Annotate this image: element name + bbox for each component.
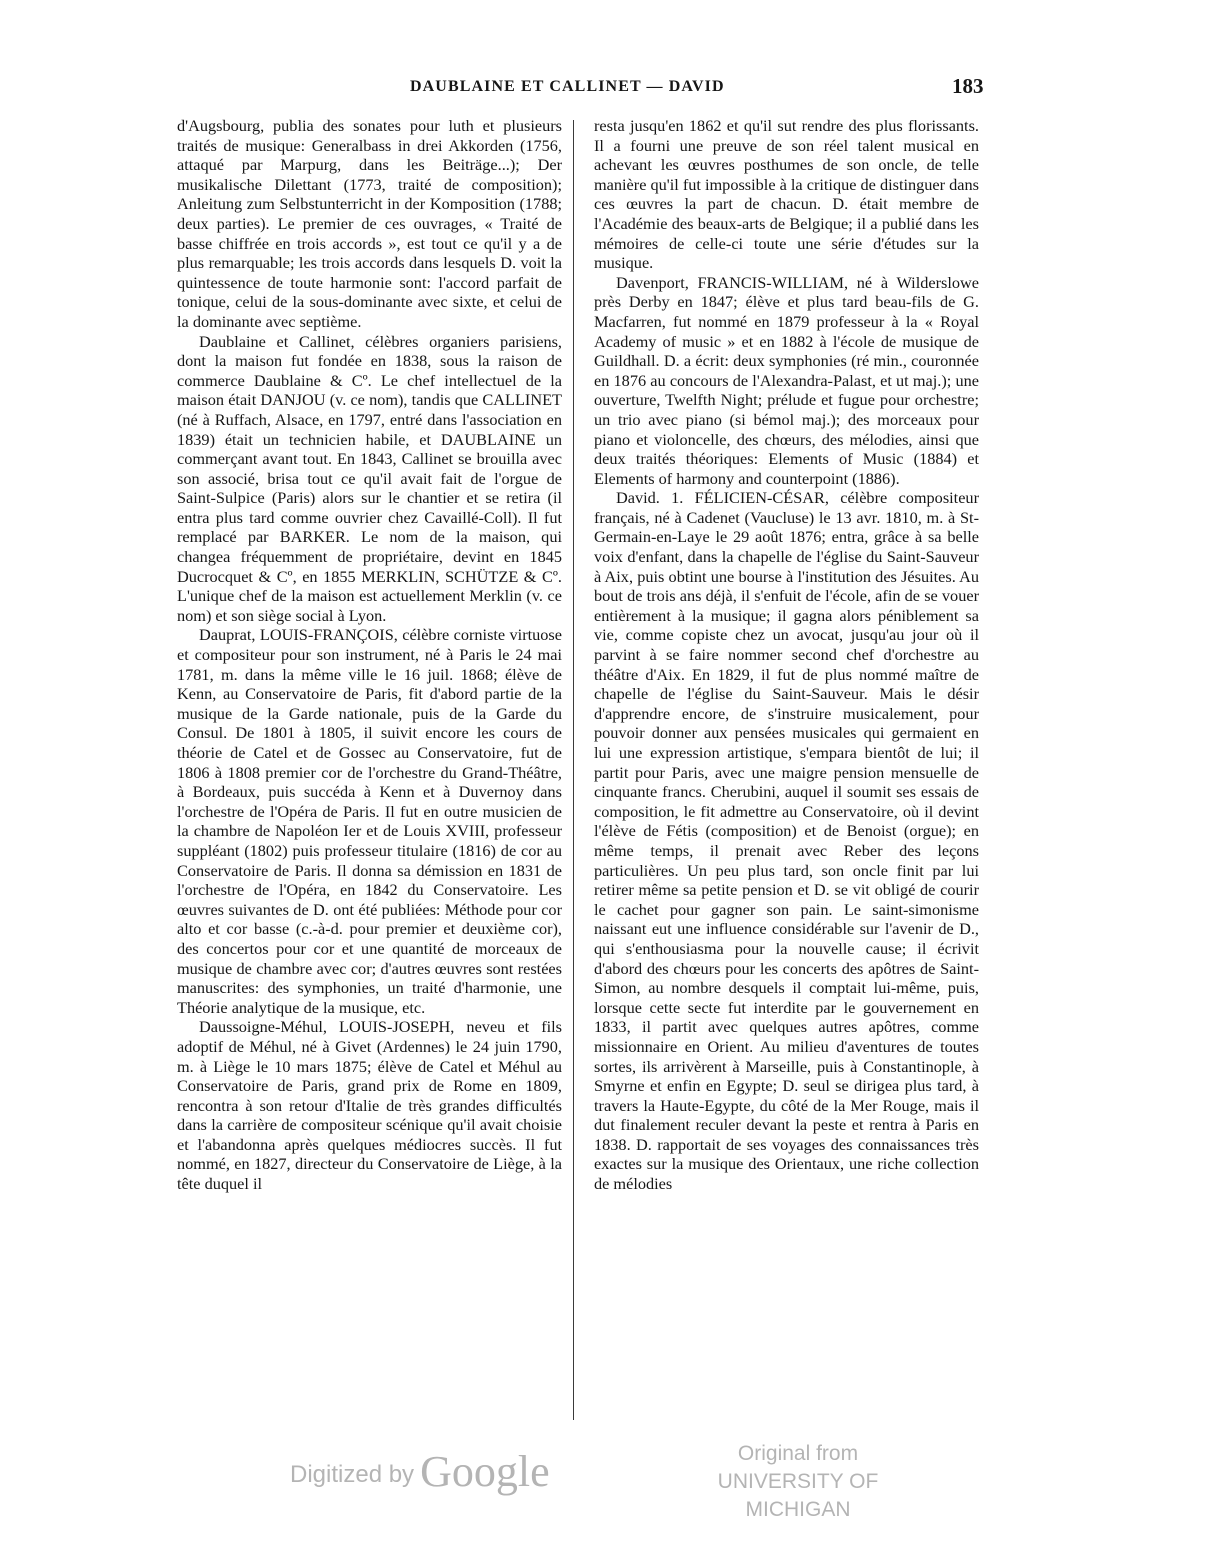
- entry-david: David. 1. FÉLICIEN-CÉSAR, célèbre compositeur français, né à Cadenet (Vaucluse) le 13 avr. 1810, m. à St-Germain-en-Laye le 29 août 1876; entra, grâce à sa belle voix d'enfant, dans la chapelle de l'église du Saint-Sauveur à Aix, puis obtint une bourse à l'institution des Jésuites. Au bout de trois ans déjà, il s'enfuit de l'école, afin de se vouer entièrement à la musique; il gagna alors péniblement sa vie, comme copiste chez un avocat, jusqu'au jour où il parvint à se faire nommer second chef d'orchestre au théâtre d'Aix. En 1829, il fut de plus nommé maître de chapelle de l'église du Saint-Sauveur. Mais le désir d'apprendre encore, de s'instruire musicalement, pour pouvoir donner aux pensées musicales qui germaient en lui une expression artistique, s'empara bientôt de lui; il partit pour Paris, avec une maigre pension mensuelle de cinquante francs. Cherubini, auquel il soumit ses essais de composition, le fit admettre au Conservatoire, où il devint l'élève de Fétis (composition) et de Benoist (orgue); en même temps, il prenait avec Reber des leçons particulières. Un peu plus tard, son oncle finit par lui retirer même sa petite pension et D. se vit obligé de courir le cachet pour gagner son pain. Le saint-simonisme naissant eut une influence considérable sur l'avenir de D., qui s'enthousiasma pour la nouvelle cause; il écrivit d'abord des chœurs pour les concerts des apôtres de Saint-Simon, au nombre desquels il comptait lui-même, puis, lorsque cette secte fut interdite par le gouvernement en 1833, il partit avec quelques autres apôtres, comme missionnaire en Orient. Au milieu d'aventures de toutes sortes, ils arrivèrent à Marseille, puis à Constantinople, à Smyrne et enfin en Egypte; D. seul se dirigea plus tard, à travers la Haute-Egypte, du côté de la Mer Rouge, mais il dut finalement reculer devant la peste et rentra à Paris en 1838. D. rapportait de ses voyages des connaissances très exactes sur la musique des Orientaux, une riche collection de mélodies: [594, 488, 979, 1194]
- right-column: [594, 116, 979, 1194]
- paragraph-continuation: d'Augsbourg, publia des sonates pour luth et plusieurs traités de musique: Generalbass in drei Akkorden (1756, attaqué par Marpurg, dans les Beiträge...); Der musikalische Dilettant (1773, traité de composition); Anleitung zum Selbstunterricht in der Komposition (1788; deux parties). Le premier de ces ouvrages, « Traité de basse chiffrée en trois accords », est tout ce qu'il y a de plus remarquable; les trois accords dans lesquels D. voit la quintessence de toute harmonie sont: l'accord parfait de tonique, celui de la sous-dominante avec sixte, et celui de la dominante avec septième.: [177, 116, 562, 331]
- google-logo: Google: [420, 1447, 550, 1496]
- digitized-prefix: Digitized by: [290, 1461, 415, 1488]
- column-divider: [573, 120, 574, 1420]
- entry-daublaine-callinet: Daublaine et Callinet, célèbres organiers parisiens, dont la maison fut fondée en 1838, sous la raison de commerce Daublaine & Cº. Le chef intellectuel de la maison était DANJOU (v. ce nom), tandis que CALLINET (né à Ruffach, Alsace, en 1797, entré dans l'association en 1839) était un technicien habile, et DAUBLAINE un commerçant avant tout. En 1843, Callinet se brouilla avec son associé, brisa tout ce qu'il avait fait de l'orgue de Saint-Sulpice (Paris) alors sur le chantier et se retira (il entra plus tard comme ouvrier chez Cavaillé-Coll). Il fut remplacé par BARKER. Le nom de la maison, qui changea fréquemment de propriétaire, devint en 1845 Ducrocquet & Cº, en 1855 MERKLIN, SCHÜTZE & Cº. L'unique chef de la maison est actuellement Merklin (v. ce nom) et son siège social à Lyon.: [177, 331, 562, 625]
- page-title: DAUBLAINE ET CALLINET — DAVID: [410, 78, 725, 95]
- digitized-by-watermark: [290, 1446, 550, 1497]
- paragraph-continuation-right: resta jusqu'en 1862 et qu'il sut rendre des plus florissants. Il a fourni une preuve de son réel talent musical en achevant les œuvres posthumes de son oncle, de telle manière qu'il fut impossible à la critique de distinguer dans ces œuvres la part de chacun. D. était membre de l'Académie des beaux-arts de Belgique; il a publié dans les mémoires de celle-ci toute une série d'études sur la musique.: [594, 116, 979, 273]
- entry-davenport: Davenport, FRANCIS-WILLIAM, né à Wilderslowe près Derby en 1847; élève et plus tard beau-fils de G. Macfarren, fut nommé en 1879 professeur à la « Royal Academy of music » et en 1882 à l'école de musique de Guildhall. D. a écrit: deux symphonies (ré min., couronnée en 1876 au concours de l'Alexandra-Palast, et ut maj.); une ouverture, Twelfth Night; prélude et fugue pour orchestre; un trio avec piano (si bémol maj.); des morceaux pour piano et violoncelle, des chœurs, des mélodies, ainsi que deux traités théoriques: Elements of Music (1884) et Elements of harmony and counterpoint (1886).: [594, 272, 979, 488]
- entry-dauprat: Dauprat, LOUIS-FRANÇOIS, célèbre corniste virtuose et compositeur pour son instrument, né à Paris le 24 mai 1781, m. dans la même ville le 16 juil. 1868; élève de Kenn, au Conservatoire de Paris, fit d'abord partie de la musique de la Garde nationale, puis de la Garde du Consul. De 1801 à 1805, il suivit encore les cours de théorie de Catel et de Gossec au Conservatoire, fut de 1806 à 1808 premier cor de l'orchestre du Grand-Théâtre, à Bordeaux, puis succéda à Kenn et à Duvernoy dans l'orchestre de l'Opéra de Paris. Il fut en outre musicien de la chambre de Napoléon Ier et de Louis XVIII, professeur suppléant (1802) puis professeur titulaire (1816) de cor au Conservatoire de Paris. Il donna sa démission en 1831 de l'orchestre de l'Opéra, en 1842 du Conservatoire. Les œuvres suivantes de D. ont été publiées: Méthode pour cor alto et cor basse (c.-à-d. pour premier et deuxième cor), des concertos pour cor et une quantité de morceaux de musique de chambre avec cor; d'autres œuvres sont restées manuscrites: des symphonies, un traité d'harmonie, une Théorie analytique de la musique, etc.: [177, 625, 562, 1017]
- original-from-label: Original from: [737, 1442, 859, 1465]
- original-source-watermark: [668, 1440, 928, 1524]
- left-column: [177, 116, 562, 1194]
- entry-daussoigne-mehul: Daussoigne-Méhul, LOUIS-JOSEPH, neveu et fils adoptif de Méhul, né à Givet (Ardennes) le 24 juin 1790, m. à Liège le 10 mars 1875; élève de Catel et Méhul au Conservatoire de Paris, grand prix de Rome en 1809, rencontra à son retour d'Italie de très grandes difficultés dans la carrière de compositeur scénique qu'il avait choisie et l'abandonna après quelques médiocres succès. Il fut nommé, en 1827, directeur du Conservatoire de Liège, à la tête duquel il: [177, 1017, 562, 1194]
- page-number: 183: [952, 74, 984, 98]
- university-label: UNIVERSITY OF MICHIGAN: [717, 1470, 879, 1521]
